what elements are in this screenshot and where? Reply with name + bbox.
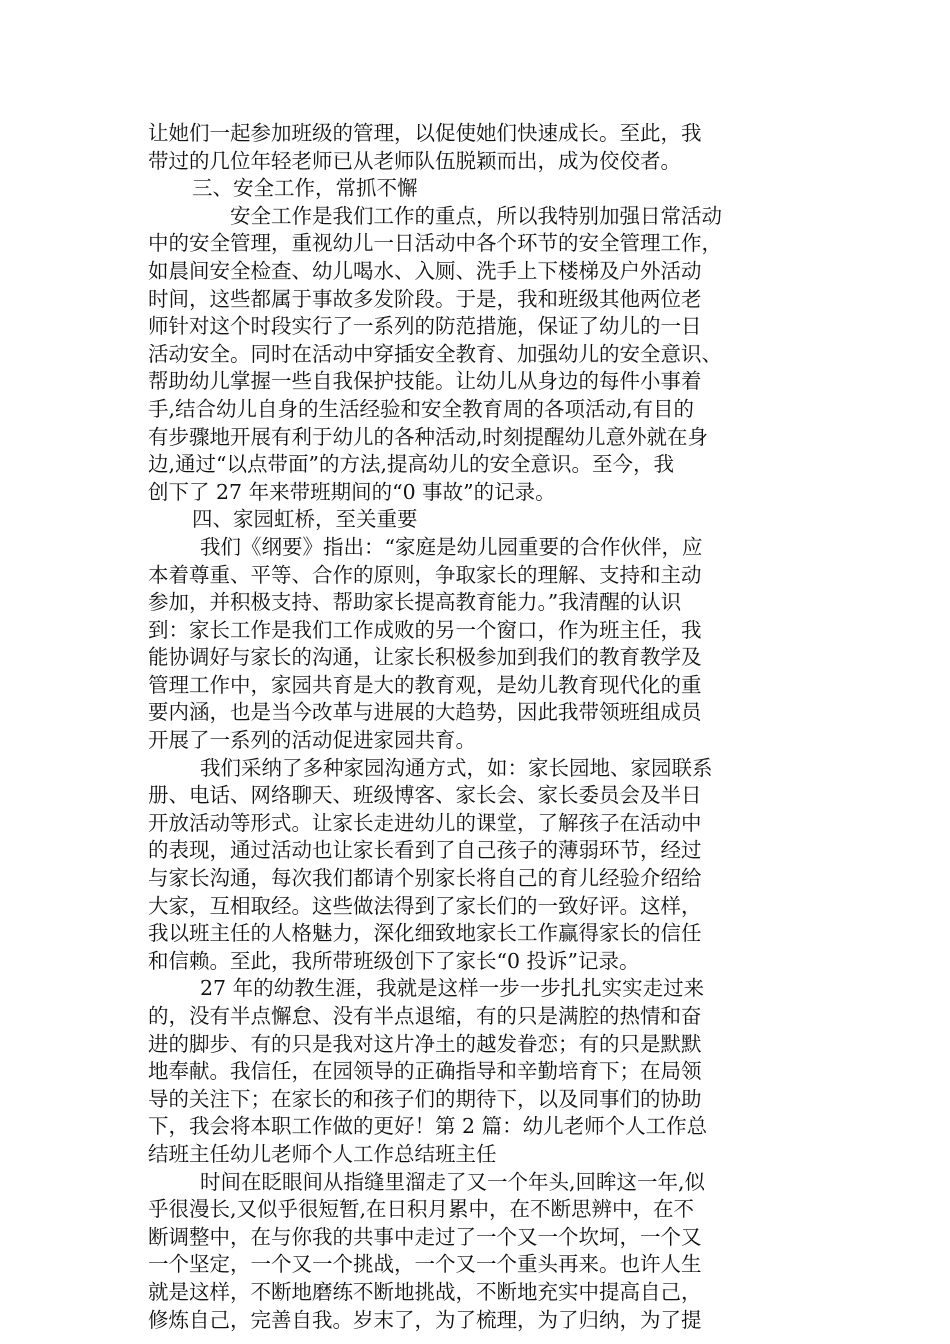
body-line: 如晨间安全检查、幼儿喝水、入厕、洗手上下楼梯及户外活动 xyxy=(148,258,702,283)
body-line: 与家长沟通，每次我们都请个别家长将自己的育儿经验介绍给 xyxy=(148,866,702,891)
body-line: 能协调好与家长的沟通，让家长积极参加到我们的教育教学及 xyxy=(148,645,702,670)
body-line: 要内涵，也是当今改革与进展的大趋势，因此我带领班组成员 xyxy=(148,700,702,725)
body-line: 管理工作中，家园共育是大的教育观，是幼儿教育现代化的重 xyxy=(148,672,702,697)
body-line: 修炼自己，完善自我。岁末了，为了梳理，为了归纳，为了提 xyxy=(148,1307,702,1332)
body-line: 师针对这个时段实行了一系列的防范措施，保证了幼儿的一日 xyxy=(148,314,702,339)
paragraph-start: 我们采纳了多种家园沟通方式，如：家长园地、家园联系 xyxy=(200,755,713,780)
body-line: 大家，互相取经。这些做法得到了家长们的一致好评。这样， xyxy=(148,893,702,918)
body-line: 的表现，通过活动也让家长看到了自己孩子的薄弱环节，经过 xyxy=(148,838,702,863)
body-line: 中的安全管理，重视幼儿一日活动中各个环节的安全管理工作， xyxy=(148,231,722,256)
paragraph-start: 安全工作是我们工作的重点，所以我特别加强日常活动 xyxy=(230,203,722,228)
paragraph-start: 时间在眨眼间从指缝里溜走了又一个年头,回眸这一年,似 xyxy=(200,1169,706,1194)
body-line: 开展了一系列的活动促进家园共育。 xyxy=(148,728,476,753)
body-line: 乎很漫长,又似乎很短暂,在日积月累中，在不断思辨中，在不 xyxy=(148,1197,695,1222)
body-line: 到：家长工作是我们工作成败的另一个窗口，作为班主任，我 xyxy=(148,617,702,642)
section-heading-safety: 三、安全工作，常抓不懈 xyxy=(192,176,418,201)
body-line: 创下了 27 年来带班期间的“0 事故”的记录。 xyxy=(148,479,556,504)
body-line: 手,结合幼儿自身的生活经验和安全教育周的各项活动,有目的 xyxy=(148,396,695,421)
paragraph-start: 27 年的幼教生涯，我就是这样一步一步扎扎实实走过来 xyxy=(200,976,705,1001)
body-line: 册、电话、网络聊天、班级博客、家长会、家长委员会及半日 xyxy=(148,783,702,808)
body-line: 导的关注下；在家长的和孩子们的期待下，以及同事们的协助 xyxy=(148,1086,702,1111)
body-line: 就是这样，不断地磨练不断地挑战，不断地充实中提高自己， xyxy=(148,1279,702,1304)
body-line: 进的脚步、有的只是我对这片净土的越发眷恋；有的只是默默 xyxy=(148,1031,702,1056)
body-line: 开放活动等形式。让家长走进幼儿的课堂，了解孩子在活动中 xyxy=(148,810,702,835)
body-line: 活动安全。同时在活动中穿插安全教育、加强幼儿的安全意识、 xyxy=(148,341,722,366)
body-line: 边,通过“以点带面”的方法,提高幼儿的安全意识。至今，我 xyxy=(148,452,674,477)
body-line: 有步骤地开展有利于幼儿的各种活动,时刻提醒幼儿意外就在身 xyxy=(148,424,709,449)
paragraph-start: 我们《纲要》指出：“家庭是幼儿园重要的合作伙伴，应 xyxy=(200,534,703,559)
body-line: 结班主任幼儿老师个人工作总结班主任 xyxy=(148,1141,497,1166)
document-body xyxy=(148,120,814,1334)
body-line: 帮助幼儿掌握一些自我保护技能。让幼儿从身边的每件小事着 xyxy=(148,369,702,394)
body-line: 本着尊重、平等、合作的原则，争取家长的理解、支持和主动 xyxy=(148,562,702,587)
body-line: 断调整中，在与你我的共事中走过了一个又一个坎坷，一个又 xyxy=(148,1224,702,1249)
body-line: 时间，这些都属于事故多发阶段。于是，我和班级其他两位老 xyxy=(148,286,702,311)
section-heading-home-school: 四、家园虹桥，至关重要 xyxy=(192,507,418,532)
body-line: 的，没有半点懈怠、没有半点退缩，有的只是满腔的热情和奋 xyxy=(148,1004,702,1028)
body-line: 带过的几位年轻老师已从老师队伍脱颖而出，成为佼佼者。 xyxy=(148,148,681,173)
body-line: 参加，并积极支持、帮助家长提高教育能力。”我清醒的认识 xyxy=(148,590,682,615)
body-line: 我以班主任的人格魅力，深化细致地家长工作赢得家长的信任 xyxy=(148,921,702,946)
body-line: 和信赖。至此，我所带班级创下了家长“0 投诉”记录。 xyxy=(148,948,640,973)
body-line: 下，我会将本职工作做的更好！第 2 篇：幼儿老师个人工作总 xyxy=(148,1114,708,1139)
body-line: 一个坚定，一个又一个挑战，一个又一个重头再来。也许人生 xyxy=(148,1252,702,1277)
body-line: 地奉献。我信任，在园领导的正确指导和辛勤培育下；在局领 xyxy=(148,1059,702,1084)
body-line: 让她们一起参加班级的管理，以促使她们快速成长。至此，我 xyxy=(148,121,702,145)
